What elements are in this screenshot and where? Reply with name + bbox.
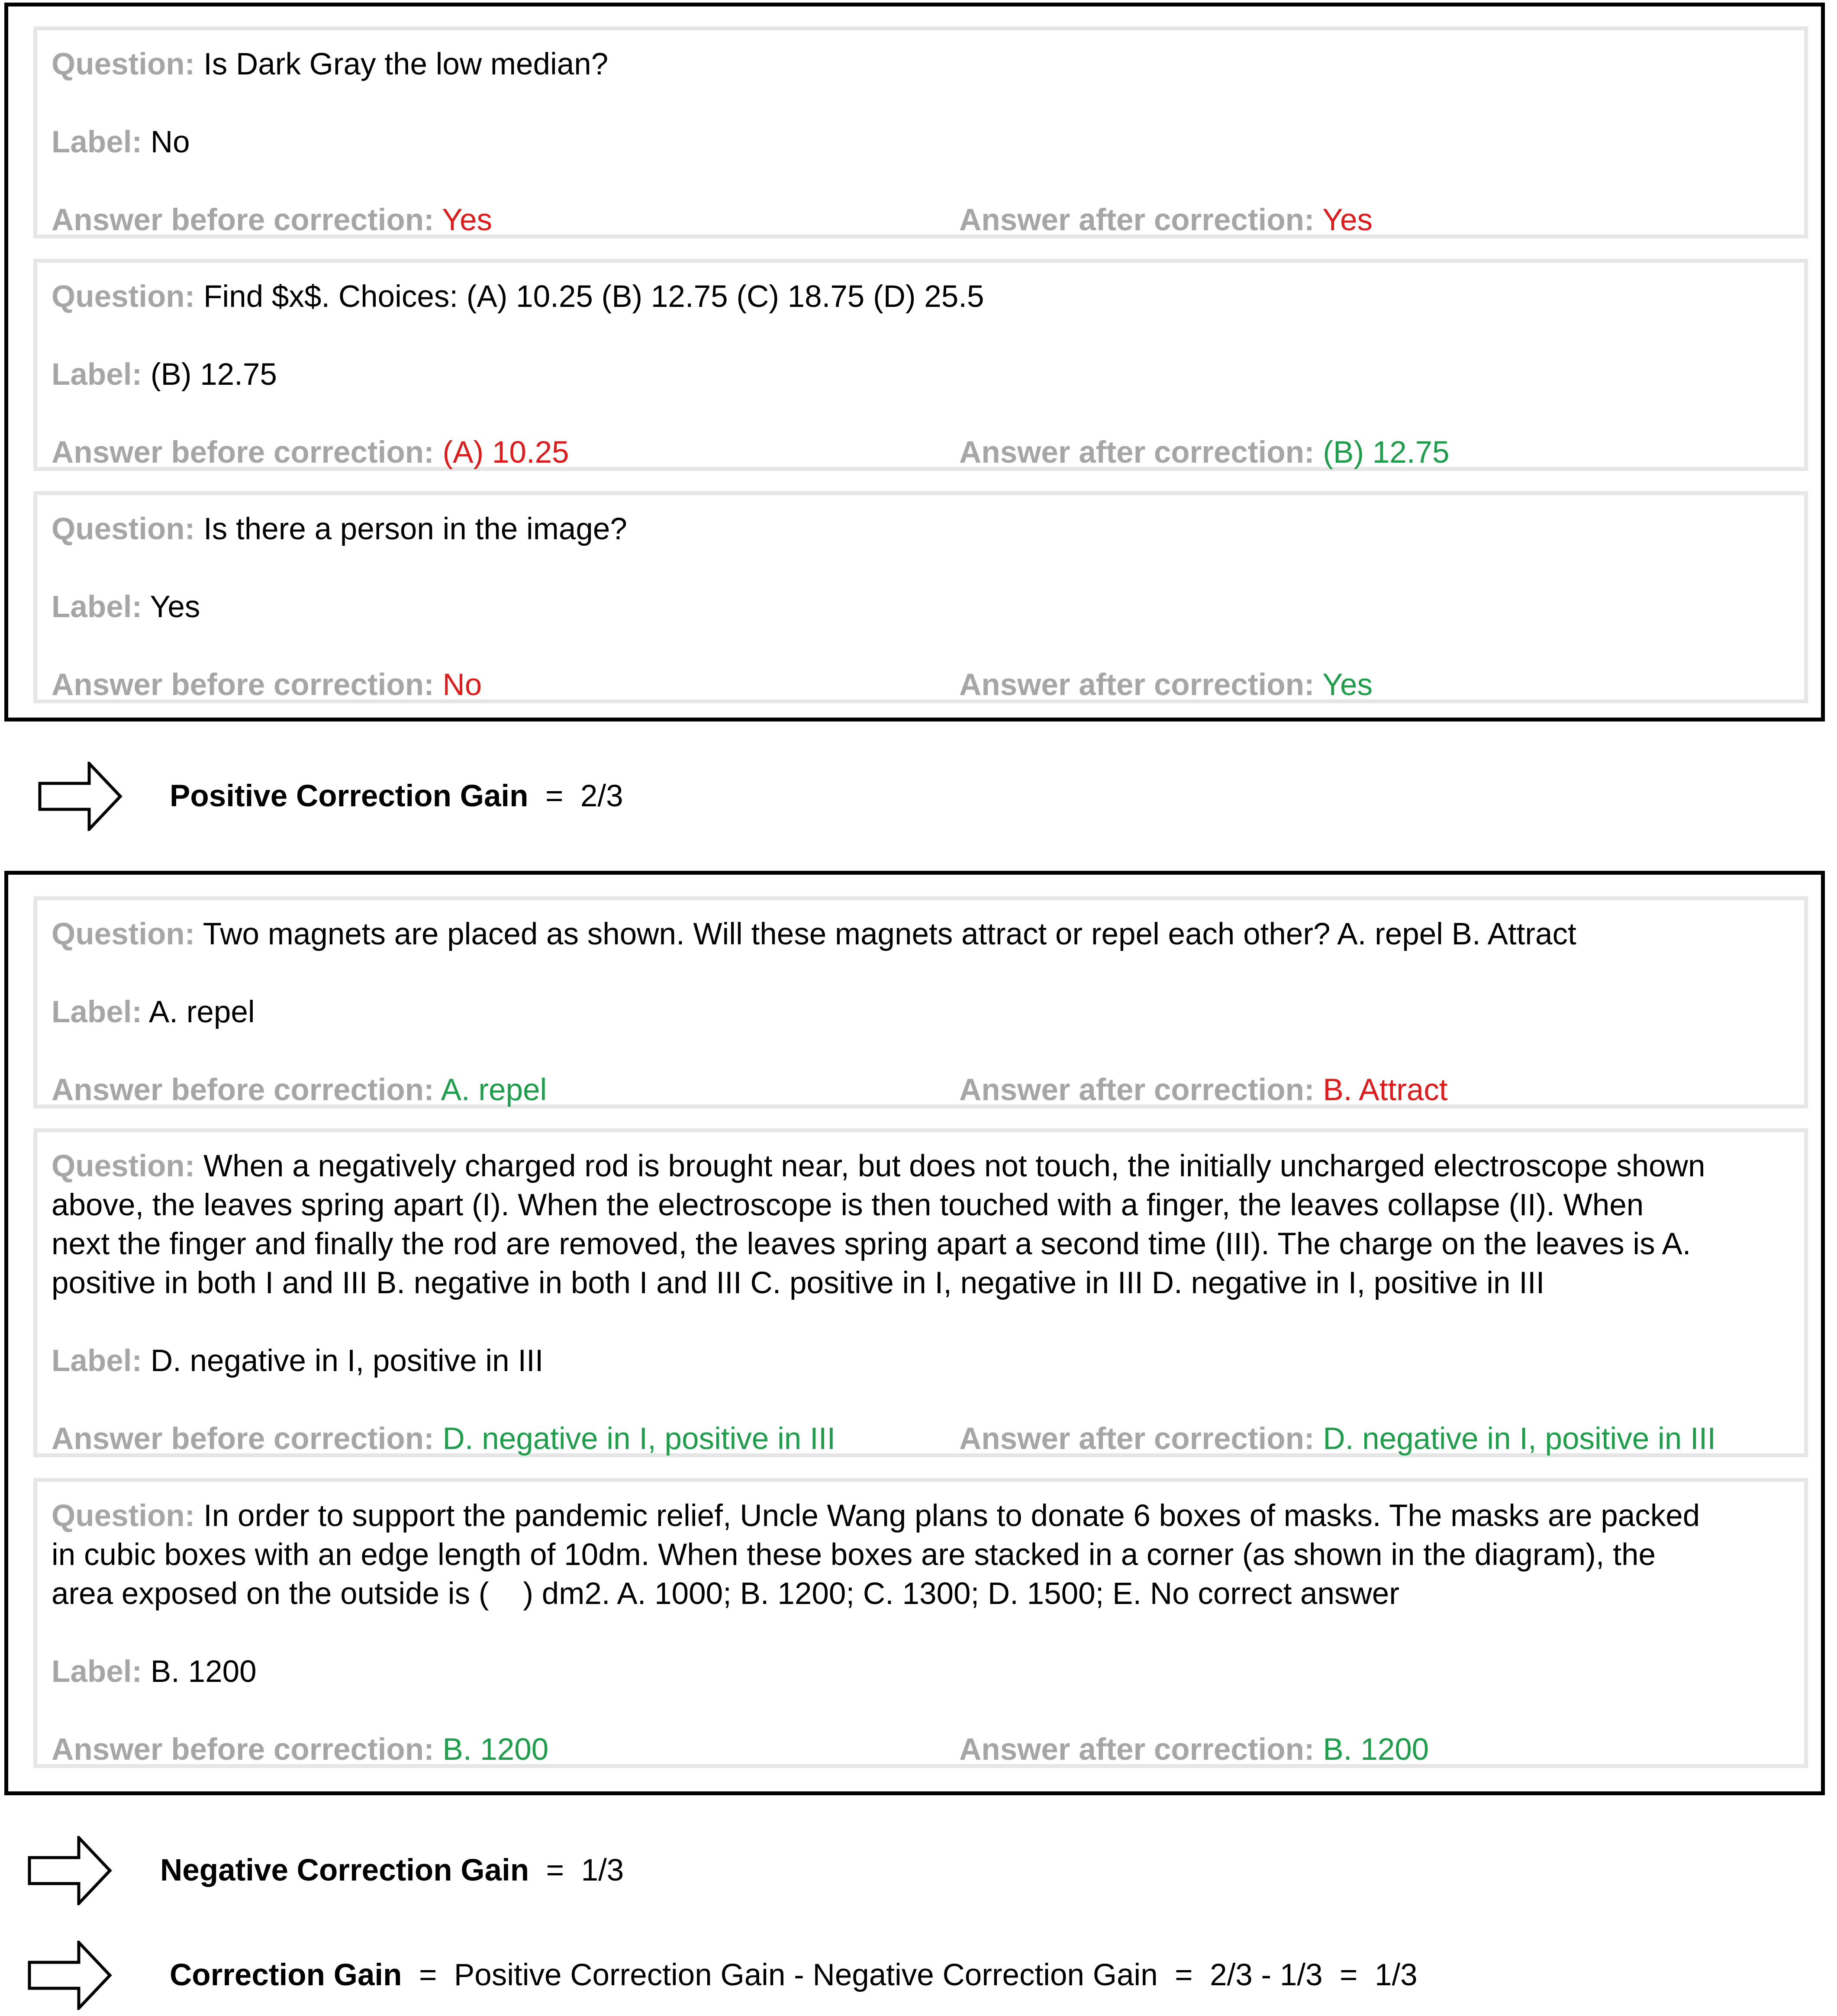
before-value: B. 1200 <box>442 1733 549 1767</box>
question-block <box>52 1497 1700 1613</box>
answer-before <box>52 201 492 240</box>
question-label: Question: <box>52 47 195 81</box>
question-text-line: in cubic boxes with an edge length of 10dm. When these boxes are stacked in a corner (as shown in the diagram), the <box>52 1538 1656 1572</box>
negative-gain-text <box>160 1851 624 1890</box>
correction-gain-summary <box>0 1936 1837 2014</box>
label-text: A. repel <box>148 995 255 1029</box>
answer-after <box>959 1730 1429 1769</box>
question-line <box>52 915 1576 954</box>
question-line <box>52 1497 1700 1536</box>
question-text-line: next the finger and finally the rod are removed, the leaves spring apart a second time (III). The charge on the leaves is A. <box>52 1227 1691 1261</box>
correction-gain-value: 1/3 <box>1374 1958 1418 1992</box>
question-text: Find $x$. Choices: (A) 10.25 (B) 12.75 (C) 18.75 (D) 25.5 <box>203 280 984 314</box>
answer-after <box>959 666 1373 705</box>
question-label: Question: <box>52 280 195 314</box>
equals-sign: = <box>1175 1958 1193 1992</box>
label-label: Label: <box>52 1344 142 1378</box>
negative-gain-value: 1/3 <box>581 1853 624 1887</box>
question-text: Is there a person in the image? <box>203 512 627 546</box>
before-label: Answer before correction: <box>52 203 434 237</box>
question-line <box>52 45 608 84</box>
equals-sign: = <box>546 1853 564 1887</box>
answer-after <box>959 1420 1716 1459</box>
after-value: D. negative in I, positive in III <box>1323 1422 1716 1456</box>
answer-before <box>52 666 482 705</box>
question-text-line: above, the leaves spring apart (I). When the electroscope is then touched with a finger, the leaves collapse (II). When <box>52 1188 1644 1222</box>
example-card <box>33 26 1808 238</box>
after-label: Answer after correction: <box>959 668 1315 702</box>
before-label: Answer before correction: <box>52 668 434 702</box>
before-label: Answer before correction: <box>52 1422 434 1456</box>
answer-after <box>959 201 1373 240</box>
equals-sign: = <box>1340 1958 1358 1992</box>
negative-gain-term: Negative Correction Gain <box>160 1853 529 1887</box>
answer-before <box>52 1071 547 1110</box>
question-text-line: positive in both I and III B. negative in both I and III C. positive in I, negative in III D. negative in I, positive in III <box>52 1266 1545 1300</box>
example-card <box>33 896 1808 1108</box>
before-value: Yes <box>442 203 493 237</box>
answer-before <box>52 1420 835 1459</box>
after-value: Yes <box>1322 203 1373 237</box>
before-value: No <box>442 668 482 702</box>
label-text: D. negative in I, positive in III <box>150 1344 544 1378</box>
example-card <box>33 491 1808 703</box>
question-label: Question: <box>52 1499 195 1533</box>
label-text: No <box>150 125 190 159</box>
label-text: (B) 12.75 <box>150 357 277 392</box>
question-line <box>52 510 627 549</box>
positive-gain-text <box>170 777 623 816</box>
label-text: Yes <box>150 590 200 624</box>
answer-before <box>52 433 569 472</box>
label-line <box>52 993 255 1032</box>
example-card <box>33 1128 1808 1457</box>
positive-gain-value: 2/3 <box>580 779 623 813</box>
question-text: Two magnets are placed as shown. Will these magnets attract or repel each other? A. repel B. Attract <box>203 917 1576 951</box>
after-label: Answer after correction: <box>959 1422 1315 1456</box>
correction-gain-term: Correction Gain <box>170 1958 402 1992</box>
before-value: D. negative in I, positive in III <box>442 1422 836 1456</box>
positive-examples-frame <box>4 3 1825 721</box>
after-value: Yes <box>1322 668 1373 702</box>
question-label: Question: <box>52 512 195 546</box>
question-label: Question: <box>52 1149 195 1183</box>
after-label: Answer after correction: <box>959 1073 1315 1107</box>
before-label: Answer before correction: <box>52 1073 434 1107</box>
label-line <box>52 355 277 394</box>
after-label: Answer after correction: <box>959 1733 1315 1767</box>
after-value: (B) 12.75 <box>1323 435 1450 470</box>
negative-gain-summary <box>0 1832 1837 1910</box>
question-line <box>52 277 984 316</box>
after-value: B. Attract <box>1323 1073 1448 1107</box>
positive-gain-summary <box>0 757 1837 835</box>
answer-before <box>52 1730 548 1769</box>
label-label: Label: <box>52 995 142 1029</box>
correction-gain-calc: 2/3 - 1/3 <box>1210 1958 1323 1992</box>
question-label: Question: <box>52 917 195 951</box>
label-label: Label: <box>52 1655 142 1689</box>
label-line <box>52 1342 544 1381</box>
negative-examples-frame <box>4 871 1825 1795</box>
answer-after <box>959 1071 1447 1110</box>
label-line <box>52 588 200 627</box>
equals-sign: = <box>545 779 564 813</box>
question-text-line: area exposed on the outside is ( ) dm2. A. 1000; B. 1200; C. 1300; D. 1500; E. No correct answer <box>52 1577 1399 1611</box>
before-value: A. repel <box>441 1073 547 1107</box>
right-arrow-icon <box>38 762 123 831</box>
after-label: Answer after correction: <box>959 435 1315 470</box>
correction-gain-text <box>170 1956 1418 1995</box>
question-line <box>52 1147 1705 1186</box>
question-block <box>52 1147 1705 1303</box>
correction-gain-expression: Positive Correction Gain - Negative Correction Gain <box>454 1958 1158 1992</box>
equals-sign: = <box>419 1958 437 1992</box>
before-label: Answer before correction: <box>52 435 434 470</box>
positive-gain-term: Positive Correction Gain <box>170 779 529 813</box>
label-text: B. 1200 <box>150 1655 257 1689</box>
label-line <box>52 1652 257 1691</box>
label-line <box>52 123 190 162</box>
right-arrow-icon <box>28 1836 113 1905</box>
label-label: Label: <box>52 590 142 624</box>
example-card <box>33 259 1808 471</box>
question-text: Is Dark Gray the low median? <box>203 47 609 81</box>
right-arrow-icon <box>28 1941 113 2010</box>
label-label: Label: <box>52 125 142 159</box>
before-value: (A) 10.25 <box>442 435 569 470</box>
question-text-line: In order to support the pandemic relief, Uncle Wang plans to donate 6 boxes of masks. The masks are packed <box>203 1499 1700 1533</box>
label-label: Label: <box>52 357 142 392</box>
after-value: B. 1200 <box>1323 1733 1429 1767</box>
question-text-line: When a negatively charged rod is brought near, but does not touch, the initially uncharged electroscope shown <box>203 1149 1705 1183</box>
before-label: Answer before correction: <box>52 1733 434 1767</box>
after-label: Answer after correction: <box>959 203 1315 237</box>
example-card <box>33 1478 1808 1768</box>
answer-after <box>959 433 1449 472</box>
